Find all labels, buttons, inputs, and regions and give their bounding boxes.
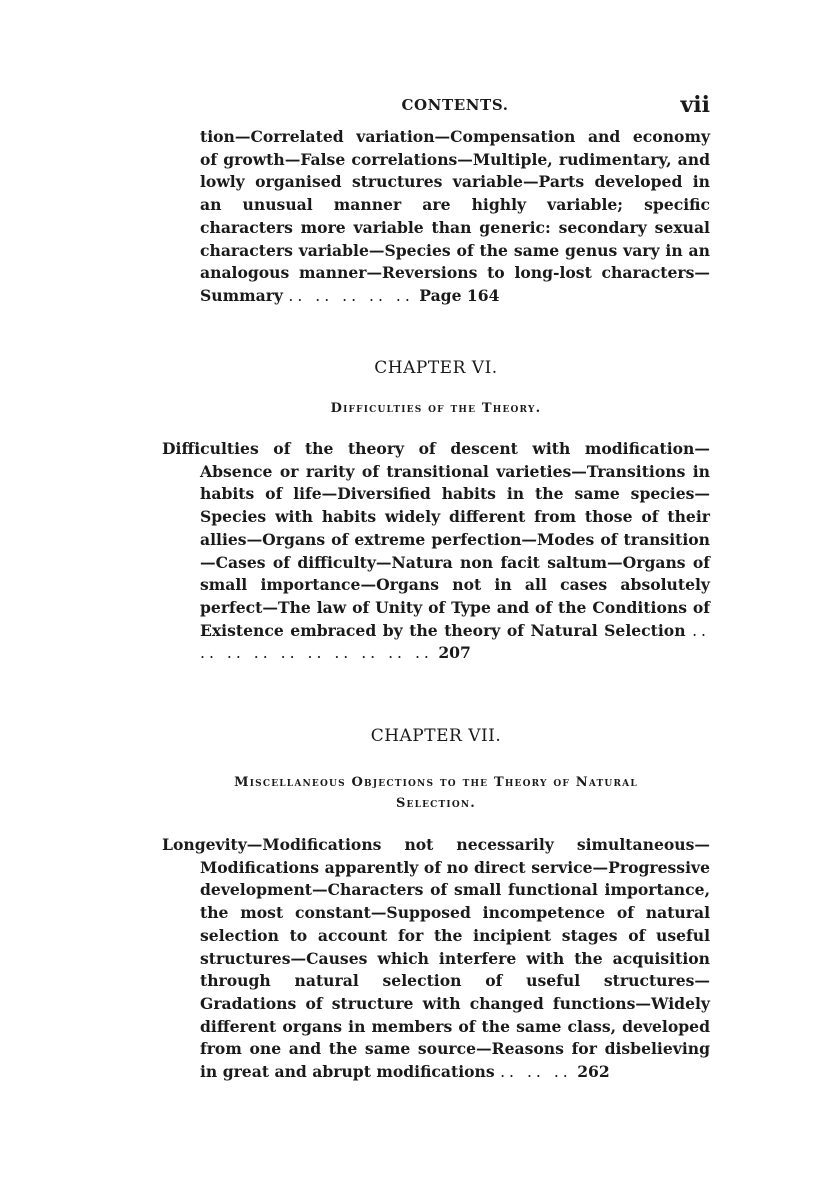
chapter-heading: CHAPTER VII. bbox=[370, 726, 502, 746]
page-reference: 207 bbox=[438, 643, 471, 663]
entry-text: tion—Correlated variation—Compensation and economy of growth—False correlations—Multiple, rudimentary, and lowly organised structures variable—Parts developed in an unusual manner are highly variable; specific characters more variable than generic: secondary sexual characters variable—Species of the same genus vary in an analogous manner—Reversions to long-lost characters—Summary bbox=[200, 127, 710, 305]
page-reference: 262 bbox=[577, 1062, 610, 1082]
page-number: vii bbox=[680, 92, 710, 118]
toc-entry-continued bbox=[200, 126, 710, 308]
entry-text: Longevity—Modifications not necessarily simultaneous—Modifications apparently of no direct service—Progressive development—Characters of small functional importance, the most constant—Supposed incompetence of natural selection to account for the incipient stages of useful structures—Causes which interfere with the acquisition through natural selection of useful structures—Gradations of structure with changed functions—Widely different organs in members of the same class, developed from one and the same source—Reasons for disbelieving in great and abrupt modifications bbox=[162, 835, 710, 1082]
page-reference: Page 164 bbox=[419, 285, 500, 305]
dot-leader: .. .. .. .. .. bbox=[288, 286, 414, 305]
chapter-heading: CHAPTER VI. bbox=[374, 358, 498, 378]
chapter-subtitle: Difficulties of the Theory. bbox=[330, 401, 542, 416]
toc-entry-chapter-6 bbox=[162, 438, 710, 665]
chapter-subtitle: Miscellaneous Objections to the Theory of Natural Selection. bbox=[234, 775, 638, 811]
dot-leader: .. .. .. .. .. .. .. .. .. .. bbox=[200, 621, 711, 663]
toc-entry-chapter-7 bbox=[162, 834, 710, 1084]
dot-leader: .. .. .. bbox=[500, 1063, 572, 1082]
entry-text: Difficulties of the theory of descent with modification—Absence or rarity of transitional varieties—Transitions in habits of life—Diversified habits in the same species—Species with habits widely different from those of their allies—Organs of extreme perfection—Modes of transition—Cases of difficulty—Natura non facit saltum—Organs of small importance—Organs not in all cases absolutely perfect—The law of Unity of Type and of the Conditions of Existence embraced by the theory of Natural Selection bbox=[162, 439, 710, 640]
running-title: CONTENTS. bbox=[401, 96, 509, 114]
running-head bbox=[200, 92, 710, 120]
